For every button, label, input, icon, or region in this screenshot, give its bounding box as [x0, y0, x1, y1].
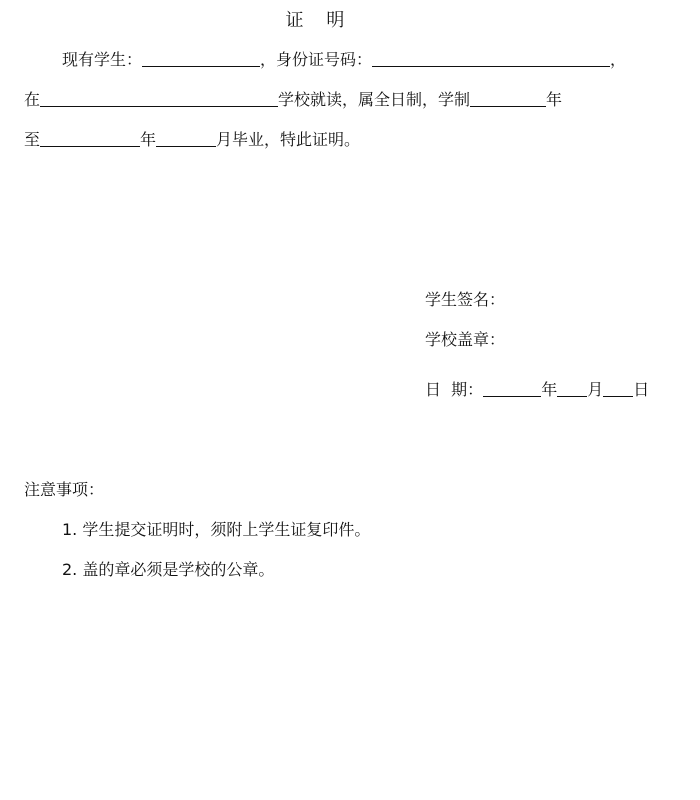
at-label: 在 [24, 90, 41, 109]
grad-year-blank[interactable] [40, 130, 140, 147]
graduation-line [24, 129, 360, 151]
grad-month-blank[interactable] [156, 130, 216, 147]
date-line [425, 379, 649, 401]
date-label: 日 期： [425, 380, 484, 399]
grad-month-label: 月毕业，特此证明。 [216, 130, 361, 149]
school-line [24, 89, 562, 111]
id-number-label: ，身份证号码： [260, 50, 373, 69]
date-year-blank[interactable] [483, 380, 541, 397]
school-stamp-label: 学校盖章： [425, 330, 506, 349]
date-year-label: 年 [541, 380, 558, 399]
school-study-label: 学校就读，属全日制，学制 [278, 90, 471, 109]
duration-year-label: 年 [546, 90, 563, 109]
school-name-blank[interactable] [40, 90, 278, 107]
date-day-label: 日 [633, 380, 650, 399]
date-month-label: 月 [587, 380, 604, 399]
date-day-blank[interactable] [603, 380, 633, 397]
note-item-2: 2. 盖的章必须是学校的公章。 [62, 560, 275, 579]
student-signature-label: 学生签名： [425, 290, 506, 309]
to-label: 至 [24, 130, 41, 149]
student-line [62, 49, 626, 71]
notes-title: 注意事项： [24, 480, 105, 499]
date-month-blank[interactable] [557, 380, 587, 397]
student-name-blank[interactable] [142, 50, 260, 67]
duration-blank[interactable] [470, 90, 546, 107]
document-title: 证 明 [285, 10, 345, 31]
line-end-comma: ， [610, 50, 627, 69]
student-label: 现有学生： [62, 50, 143, 69]
id-number-blank[interactable] [372, 50, 610, 67]
note-item-1: 1. 学生提交证明时，须附上学生证复印件。 [62, 520, 371, 539]
grad-year-label: 年 [140, 130, 157, 149]
